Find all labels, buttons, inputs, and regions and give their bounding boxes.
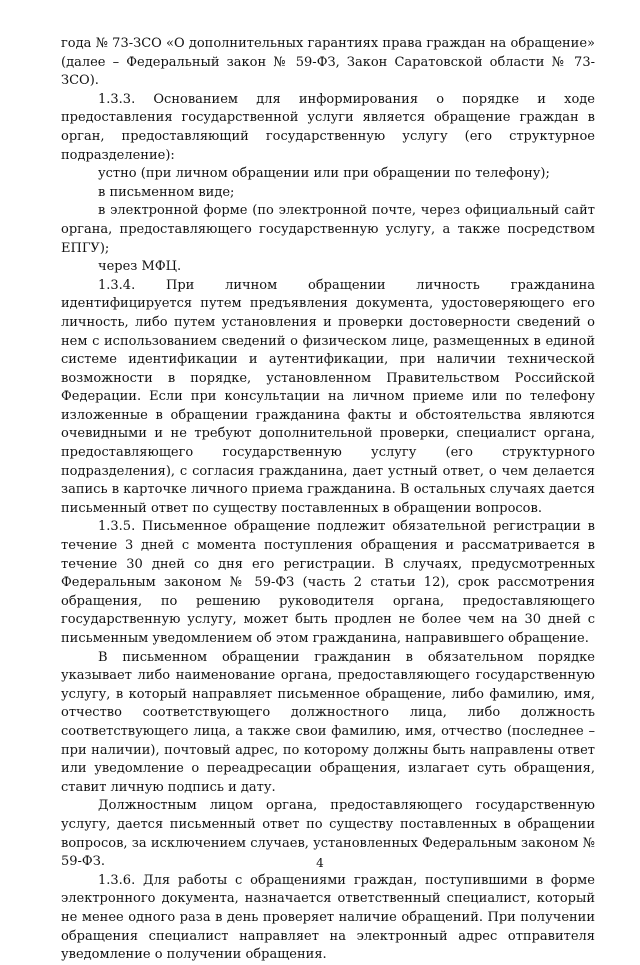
page-number: 4 <box>316 856 324 870</box>
list-item-mfc: через МФЦ. <box>98 259 182 275</box>
list-item-written: в письменном виде; <box>98 184 235 200</box>
list-item-electronic: в электронной форме (по электронной почте, через официальный сайт органа, предоставляющего государственную услугу, а также посредством ЕПГУ); <box>61 203 595 256</box>
paragraph-1-3-4: 1.3.4. При личном обращении личность гражданина идентифицируется путем предъявления документа, удостоверяющего его личность, либо путем установления и проверки достоверности сведений о нем с использованием сведений о физическом лице, размещенных в единой системе идентификации и аутентификации, при наличии технической возможности в порядке, установленном Правительством Российской Федерации. Если при консультации на личном приеме или по телефону изложенные в обращении гражданина факты и обстоятельства являются очевидными и не требуют дополнительной проверки, специалист органа, предоставляющего государственную услугу (его структурного подразделения), с согласия гражданина, дает устный ответ, о чем делается запись в карточке личного приема гражданина. В остальных случаях дается письменный ответ по существу поставленных в обращении вопросов. <box>61 277 595 516</box>
paragraph-official-reply: Должностным лицом органа, предоставляющего государственную услугу, дается письменный ответ по существу поставленных в обращении вопросов, за исключением случаев, установленных Федеральным законом № 59-ФЗ. <box>61 798 595 870</box>
document-page <box>61 35 595 965</box>
paragraph-1-3-3: 1.3.3. Основанием для информирования о порядке и ходе предоставления государственной услуги является обращение граждан в орган, предоставляющий государственную услугу (его структурное подразделение): <box>61 91 595 163</box>
paragraph-written-appeal: В письменном обращении гражданин в обязательном порядке указывает либо наименование органа, предоставляющего государственную услугу, в который направляет письменное обращение, либо фамилию, имя, отчество соответствующего должностного лица, либо должность соответствующего лица, а также свои фамилию, имя, отчество (последнее – при наличии), почтовый адрес, по которому должны быть направлены ответ или уведомление о переадресации обращения, излагает суть обращения, ставит личную подпись и дату. <box>61 649 595 795</box>
paragraph-law-reference: года № 73-ЗСО «О дополнительных гарантиях права граждан на обращение» (далее – Федеральный закон № 59-ФЗ, Закон Саратовской области № 73-ЗСО). <box>61 36 595 89</box>
paragraph-1-3-5: 1.3.5. Письменное обращение подлежит обязательной регистрации в течение 3 дней с момента поступления обращения и рассматривается в течение 30 дней со дня его регистрации. В случаях, предусмотренных Федеральным законом № 59-ФЗ (часть 2 статьи 12), срок рассмотрения обращения, по решению руководителя органа, предоставляющего государственную услугу, может быть продлен не более чем на 30 дней с письменным уведомлением об этом гражданина, направившего обращение. <box>61 519 595 646</box>
paragraph-1-3-6: 1.3.6. Для работы с обращениями граждан, поступившими в форме электронного документа, назначается ответственный специалист, который не менее одного раза в день проверяет наличие обращений. При получении обращения специалист направляет на электронный адрес отправителя уведомление о получении обращения. <box>61 872 595 963</box>
list-item-oral: устно (при личном обращении или при обращении по телефону); <box>98 166 550 182</box>
